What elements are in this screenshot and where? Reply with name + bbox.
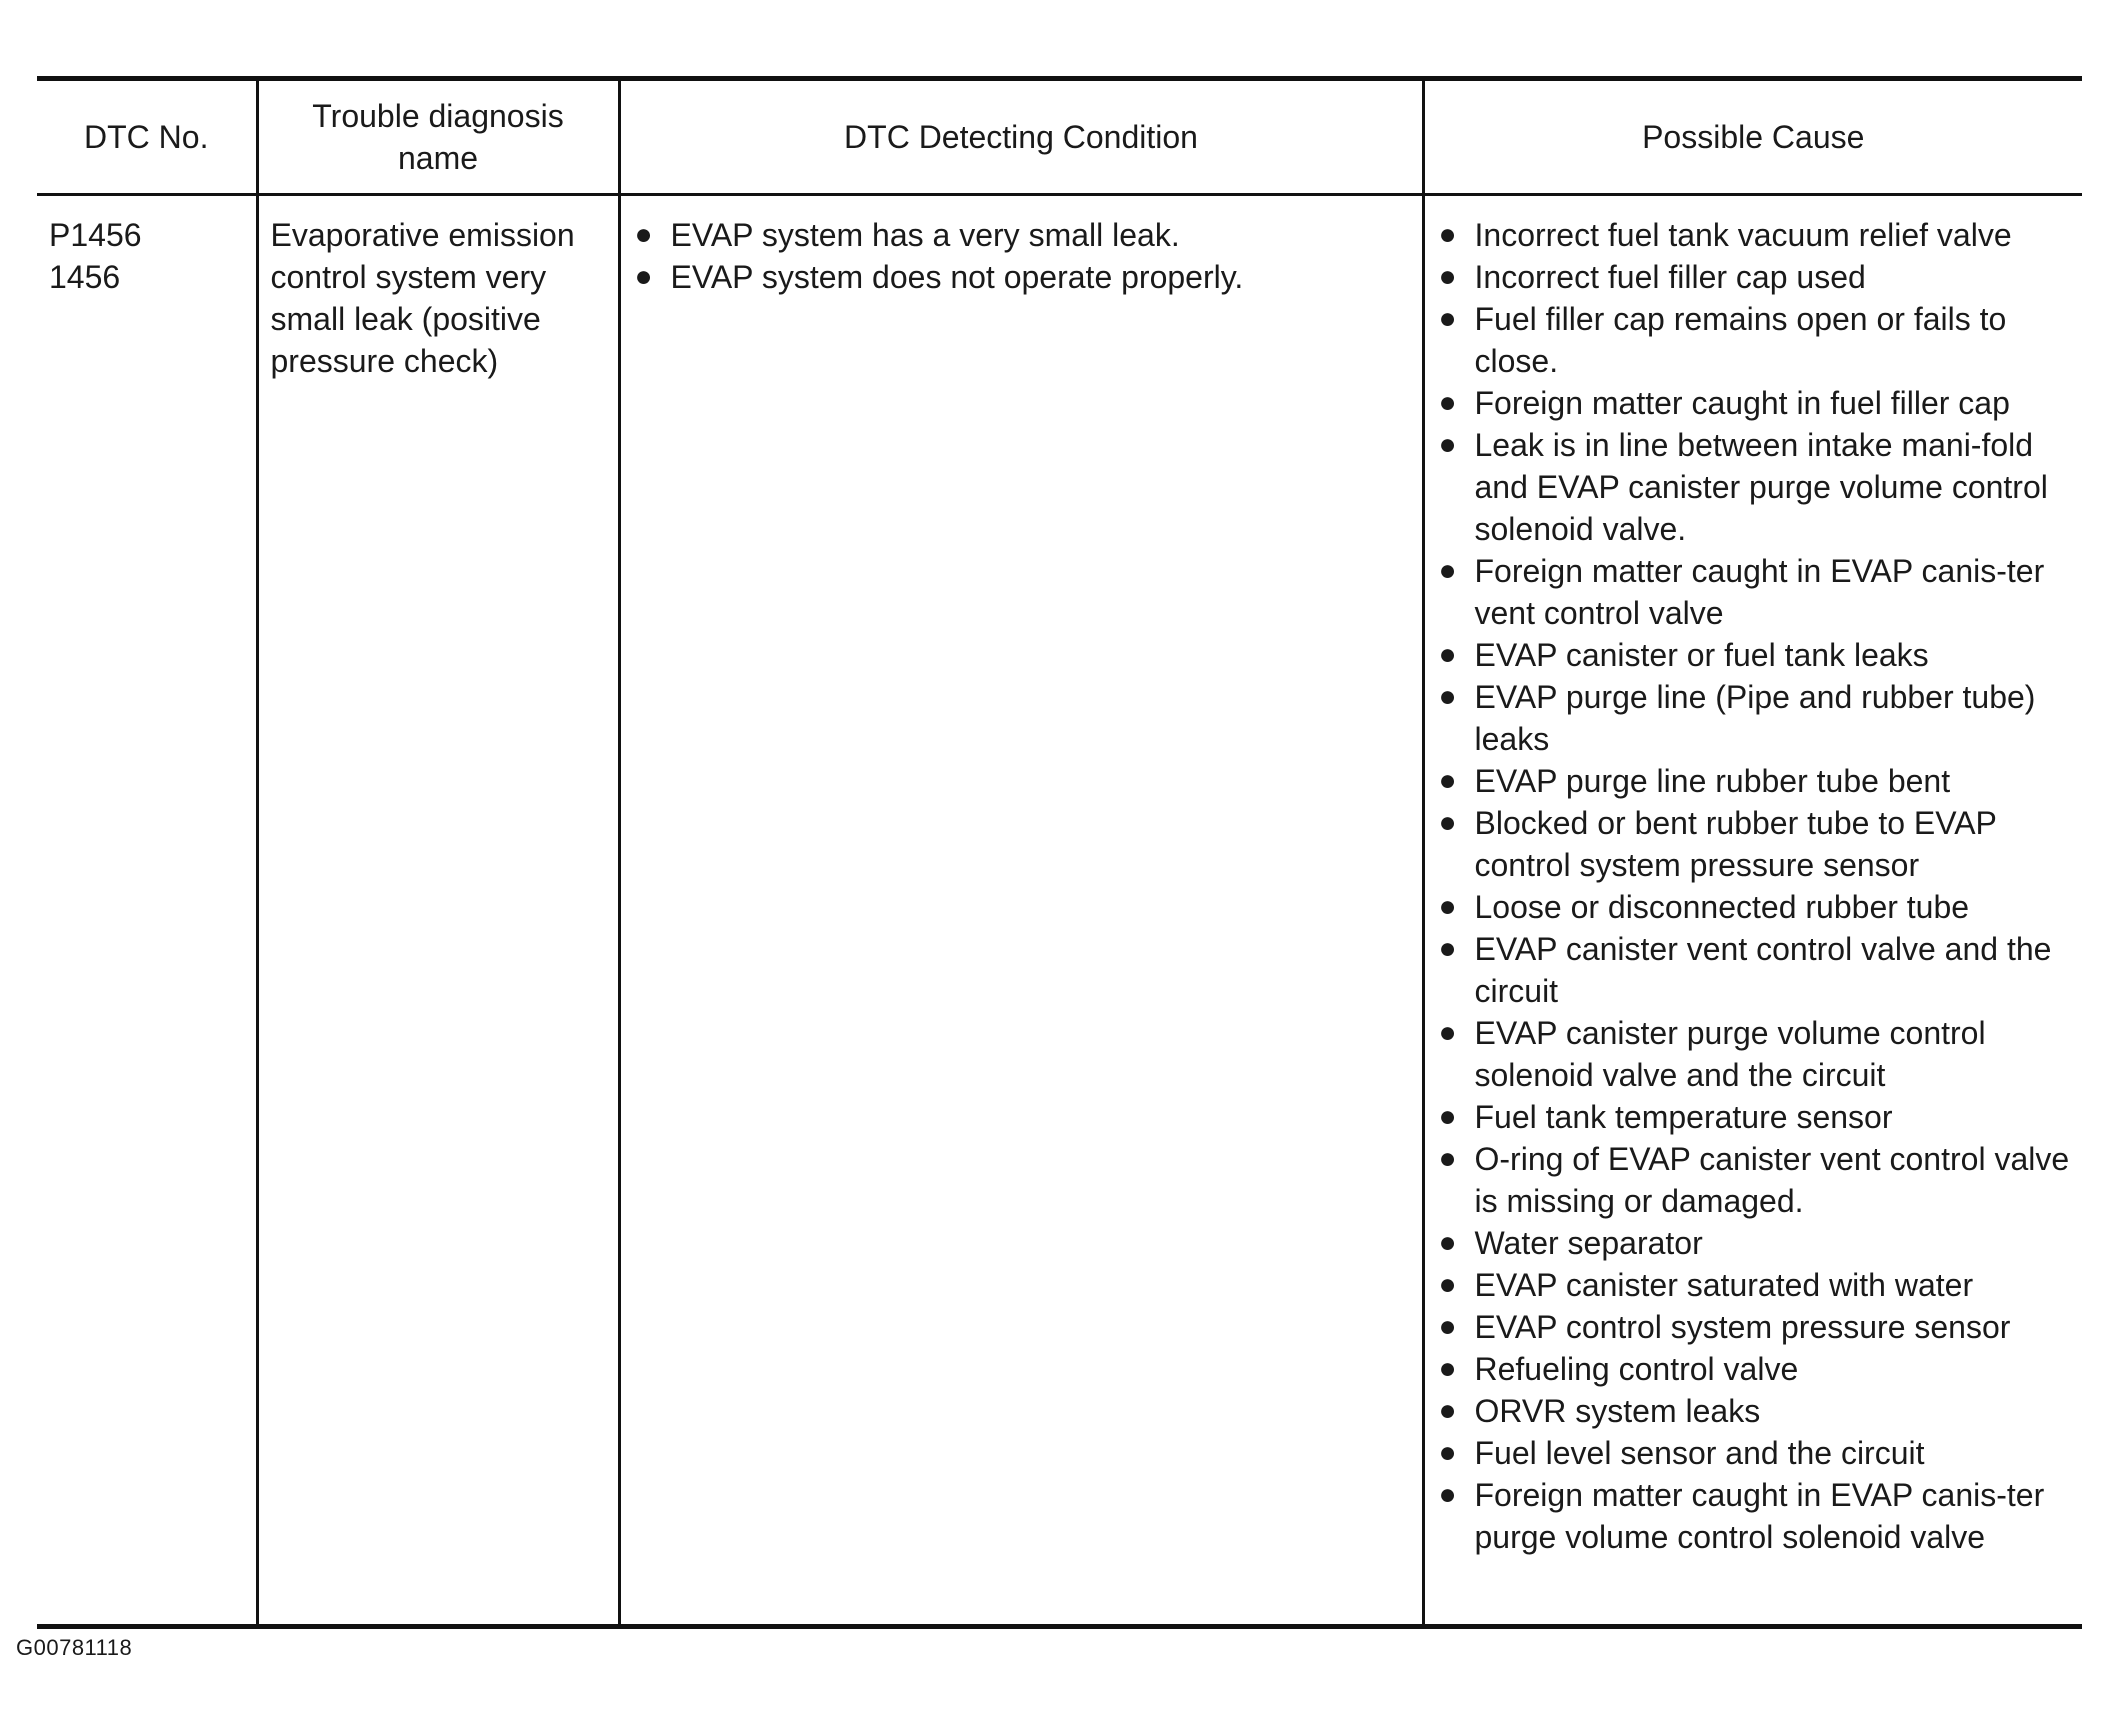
bullet-dot-icon: ● (1438, 680, 1457, 713)
bullet-dot-icon: ● (1438, 260, 1457, 293)
cause-item-text: O-ring of EVAP canister vent control valve is missing or damaged. (1474, 1141, 2070, 1219)
bullet-dot-icon: ● (1438, 386, 1457, 419)
cause-item-text: Leak is in line between intake mani-fold and EVAP canister purge volume control solenoid valve. (1474, 427, 2048, 547)
causes-list (1437, 214, 2073, 1558)
bullet-dot-icon: ● (1438, 554, 1457, 587)
cause-item (1437, 1390, 2073, 1432)
bullet-dot-icon: ● (1438, 218, 1457, 251)
cause-item-text: EVAP canister vent control valve and the circuit (1474, 931, 2052, 1009)
dtc-table (37, 76, 2082, 1629)
cause-item (1437, 886, 2073, 928)
bullet-dot-icon: ● (1438, 806, 1457, 839)
cause-item (1437, 382, 2073, 424)
cause-item (1437, 1096, 2073, 1138)
cell-diagnosis-name: Evaporative emission control system very small leak (positive pressure check) (257, 195, 619, 1627)
cause-item (1437, 214, 2073, 256)
condition-item-text: EVAP system does not operate properly. (670, 259, 1244, 295)
bullet-dot-icon: ● (1438, 1310, 1457, 1343)
cause-item-text: EVAP purge line rubber tube bent (1474, 763, 1951, 799)
header-possible-cause: Possible Cause (1423, 79, 2082, 195)
cause-item-text: EVAP canister saturated with water (1474, 1267, 1974, 1303)
table-header-row (37, 79, 2082, 195)
bullet-dot-icon: ● (1438, 1268, 1457, 1301)
cause-item (1437, 1474, 2073, 1558)
cell-dtc-no (37, 195, 257, 1627)
cause-item (1437, 550, 2073, 634)
cause-item-text: Foreign matter caught in EVAP canis-ter vent control valve (1474, 553, 2045, 631)
cause-item (1437, 1012, 2073, 1096)
cause-item-text: EVAP control system pressure sensor (1474, 1309, 2011, 1345)
dtc-code-short: 1456 (49, 259, 121, 295)
cause-item-text: ORVR system leaks (1474, 1393, 1761, 1429)
cause-item (1437, 1264, 2073, 1306)
bullet-dot-icon: ● (1438, 638, 1457, 671)
cause-item (1437, 760, 2073, 802)
table-row (37, 195, 2082, 1627)
bullet-dot-icon: ● (1438, 1352, 1457, 1385)
cause-item-text: Blocked or bent rubber tube to EVAP control system pressure sensor (1474, 805, 1997, 883)
bullet-dot-icon: ● (634, 218, 653, 251)
bullet-dot-icon: ● (1438, 1016, 1457, 1049)
cause-item (1437, 1432, 2073, 1474)
cause-item-text: EVAP canister or fuel tank leaks (1474, 637, 1929, 673)
bullet-dot-icon: ● (634, 260, 653, 293)
bullet-dot-icon: ● (1438, 890, 1457, 923)
cause-item (1437, 1222, 2073, 1264)
cause-item (1437, 424, 2073, 550)
bullet-dot-icon: ● (1438, 428, 1457, 461)
header-diagnosis-name: Trouble diagnosis name (257, 79, 619, 195)
conditions-list (633, 214, 1412, 298)
cause-item-text: Incorrect fuel filler cap used (1474, 259, 1866, 295)
cause-item (1437, 256, 2073, 298)
cause-item-text: Fuel filler cap remains open or fails to close. (1474, 301, 2007, 379)
cause-item (1437, 1348, 2073, 1390)
cause-item-text: Foreign matter caught in EVAP canis-ter purge volume control solenoid valve (1474, 1477, 2045, 1555)
bullet-dot-icon: ● (1438, 1478, 1457, 1511)
cause-item-text: Fuel tank temperature sensor (1474, 1099, 1893, 1135)
bullet-dot-icon: ● (1438, 764, 1457, 797)
dtc-code: P1456 (49, 217, 142, 253)
header-detecting-condition: DTC Detecting Condition (619, 79, 1423, 195)
cause-item (1437, 298, 2073, 382)
bullet-dot-icon: ● (1438, 302, 1457, 335)
cause-item-text: Water separator (1474, 1225, 1703, 1261)
cause-item-text: EVAP canister purge volume control solenoid valve and the circuit (1474, 1015, 1986, 1093)
header-dtc-no: DTC No. (37, 79, 257, 195)
cause-item-text: Loose or disconnected rubber tube (1474, 889, 1970, 925)
cause-item (1437, 1306, 2073, 1348)
cell-possible-cause (1423, 195, 2082, 1627)
condition-item (633, 214, 1412, 256)
cause-item-text: Foreign matter caught in fuel filler cap (1474, 385, 2010, 421)
bullet-dot-icon: ● (1438, 932, 1457, 965)
dtc-table-container (37, 76, 2082, 1629)
figure-id: G00781118 (16, 1635, 133, 1660)
bullet-dot-icon: ● (1438, 1226, 1457, 1259)
cause-item-text: Fuel level sensor and the circuit (1474, 1435, 1925, 1471)
cause-item (1437, 676, 2073, 760)
cell-detecting-condition (619, 195, 1423, 1627)
cause-item (1437, 802, 2073, 886)
cause-item-text: Refueling control valve (1474, 1351, 1799, 1387)
bullet-dot-icon: ● (1438, 1142, 1457, 1175)
condition-item (633, 256, 1412, 298)
cause-item-text: EVAP purge line (Pipe and rubber tube) leaks (1474, 679, 2036, 757)
bullet-dot-icon: ● (1438, 1100, 1457, 1133)
cause-item (1437, 1138, 2073, 1222)
bullet-dot-icon: ● (1438, 1394, 1457, 1427)
cause-item (1437, 928, 2073, 1012)
condition-item-text: EVAP system has a very small leak. (670, 217, 1180, 253)
cause-item (1437, 634, 2073, 676)
cause-item-text: Incorrect fuel tank vacuum relief valve (1474, 217, 2012, 253)
bullet-dot-icon: ● (1438, 1436, 1457, 1469)
